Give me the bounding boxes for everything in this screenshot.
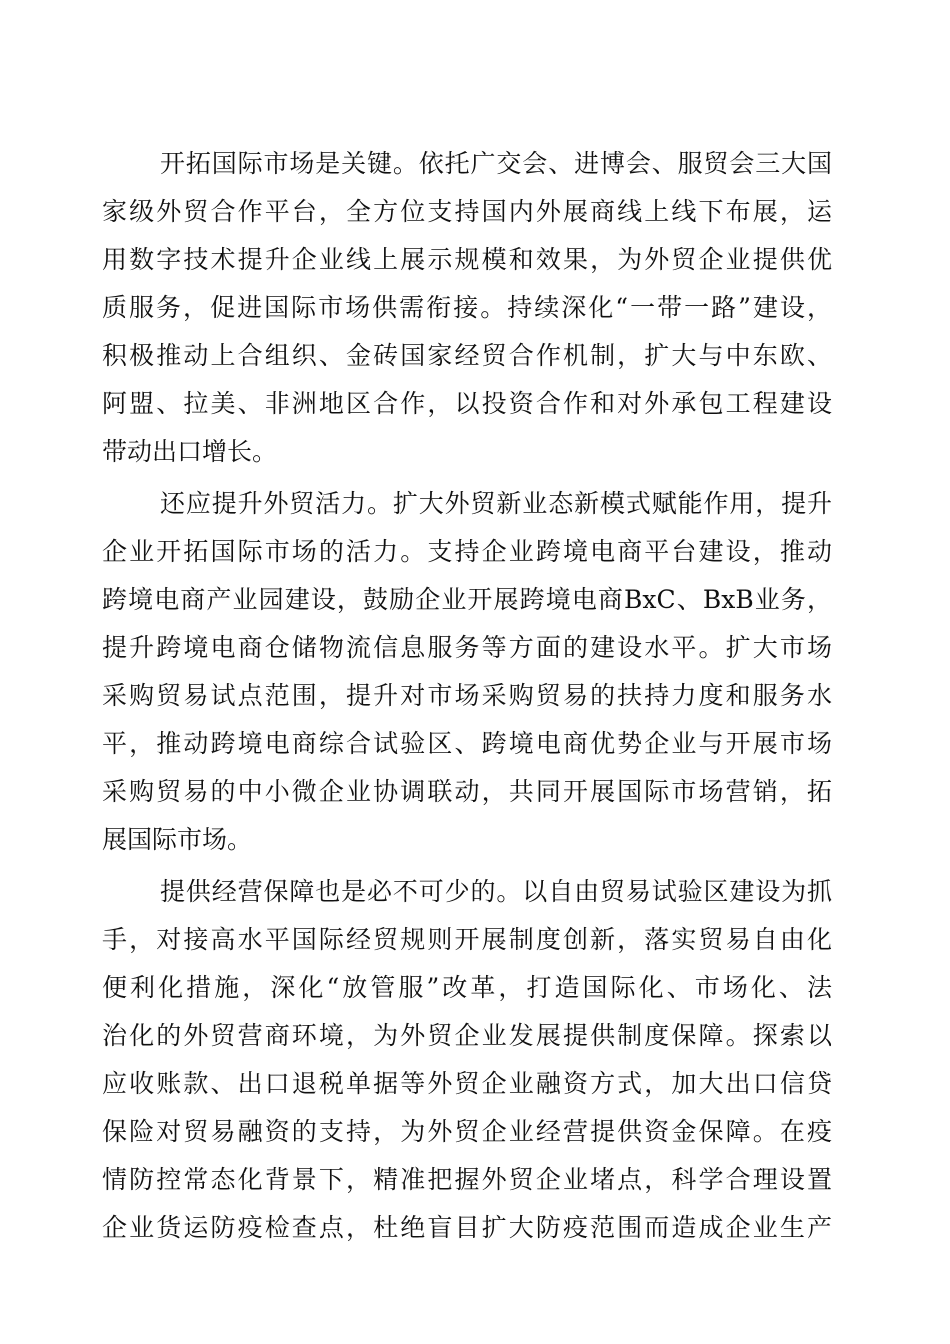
paragraph-line: 还应提升外贸活力。扩大外贸新业态新模式赋能作用，提升 [160,489,832,518]
paragraph-line: 保险对贸易融资的支持，为外贸企业经营提供资金保障。在疫 [102,1117,832,1146]
paragraph-line: 阿盟、拉美、非洲地区合作，以投资合作和对外承包工程建设 [102,389,832,418]
paragraph-line: 用数字技术提升企业线上展示规模和效果，为外贸企业提供优 [102,245,832,274]
paragraph-line: 便利化措施，深化“放管服”改革，打造国际化、市场化、法 [102,973,832,1002]
paragraph-line: 手，对接高水平国际经贸规则开展制度创新，落实贸易自由化 [102,925,832,954]
paragraph-line: 展国际市场。 [102,825,253,854]
paragraph-line: 跨境电商产业园建设，鼓励企业开展跨境电商BxC、BxB业务， [102,585,832,614]
paragraph-line: 情防控常态化背景下，精准把握外贸企业堵点，科学合理设置 [102,1165,832,1194]
paragraph-line: 家级外贸合作平台，全方位支持国内外展商线上线下布展，运 [102,197,832,226]
paragraph-line: 质服务，促进国际市场供需衔接。持续深化“一带一路”建设， [102,293,832,322]
paragraph-line: 提升跨境电商仓储物流信息服务等方面的建设水平。扩大市场 [102,633,832,662]
paragraph-line: 企业货运防疫检查点，杜绝盲目扩大防疫范围而造成企业生产 [102,1213,832,1242]
paragraph-line: 治化的外贸营商环境，为外贸企业发展提供制度保障。探索以 [102,1021,832,1050]
paragraph-line: 企业开拓国际市场的活力。支持企业跨境电商平台建设，推动 [102,537,832,566]
paragraph-line: 积极推动上合组织、金砖国家经贸合作机制，扩大与中东欧、 [102,341,832,370]
paragraph-line: 提供经营保障也是必不可少的。以自由贸易试验区建设为抓 [160,877,832,906]
paragraph-line: 采购贸易试点范围，提升对市场采购贸易的扶持力度和服务水 [102,681,832,710]
document-body [102,140,832,1252]
paragraph-line: 开拓国际市场是关键。依托广交会、进博会、服贸会三大国 [160,149,832,178]
paragraph-market-expansion [102,140,832,476]
paragraph-line: 带动出口增长。 [102,437,278,466]
paragraph-line: 应收账款、出口退税单据等外贸企业融资方式，加大出口信贷 [102,1069,832,1098]
paragraph-business-guarantee [102,868,832,1252]
paragraph-line: 平，推动跨境电商综合试验区、跨境电商优势企业与开展市场 [102,729,832,758]
paragraph-line: 采购贸易的中小微企业协调联动，共同开展国际市场营销，拓 [102,777,832,806]
paragraph-trade-vitality [102,480,832,864]
